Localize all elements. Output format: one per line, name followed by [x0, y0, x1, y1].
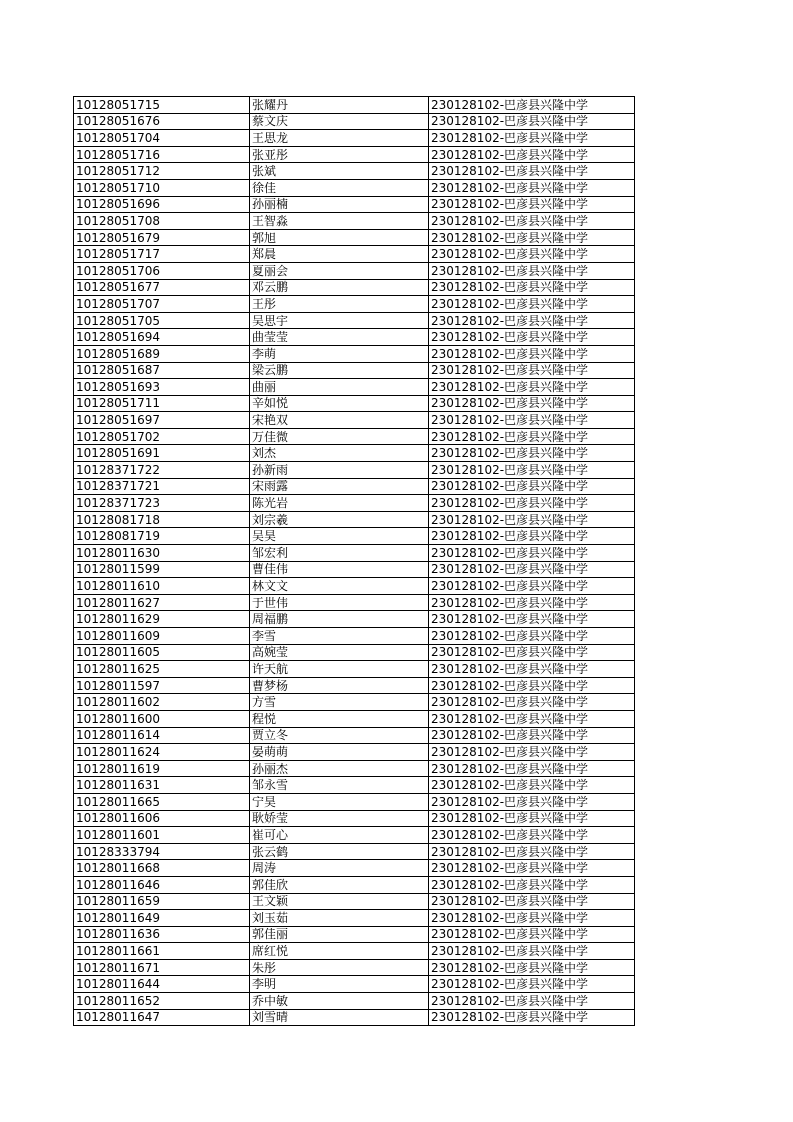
- table-row: [74, 594, 635, 611]
- table-row: [74, 395, 635, 412]
- student-name-cell: 孙丽楠: [250, 196, 429, 213]
- student-name-cell: 林文文: [250, 578, 429, 595]
- student-id-cell: 10128011644: [74, 976, 250, 993]
- student-id-cell: 10128011602: [74, 694, 250, 711]
- table-row: [74, 130, 635, 147]
- table-row: [74, 744, 635, 761]
- school-cell: 230128102-巴彦县兴隆中学: [429, 976, 635, 993]
- student-name-cell: 宋艳双: [250, 412, 429, 429]
- school-cell: 230128102-巴彦县兴隆中学: [429, 993, 635, 1010]
- student-table: [73, 96, 635, 1026]
- school-cell: 230128102-巴彦县兴隆中学: [429, 876, 635, 893]
- table-row: [74, 179, 635, 196]
- school-cell: 230128102-巴彦县兴隆中学: [429, 163, 635, 180]
- student-name-cell: 邓云鹏: [250, 279, 429, 296]
- student-id-cell: 10128051707: [74, 296, 250, 313]
- student-name-cell: 张耀丹: [250, 97, 429, 114]
- student-name-cell: 程悦: [250, 710, 429, 727]
- school-cell: 230128102-巴彦县兴隆中学: [429, 810, 635, 827]
- school-cell: 230128102-巴彦县兴隆中学: [429, 594, 635, 611]
- school-cell: 230128102-巴彦县兴隆中学: [429, 412, 635, 429]
- school-cell: 230128102-巴彦县兴隆中学: [429, 345, 635, 362]
- student-id-cell: 10128051715: [74, 97, 250, 114]
- school-cell: 230128102-巴彦县兴隆中学: [429, 727, 635, 744]
- school-cell: 230128102-巴彦县兴隆中学: [429, 262, 635, 279]
- student-id-cell: 10128011649: [74, 910, 250, 927]
- student-name-cell: 曹佳伟: [250, 561, 429, 578]
- table-row: [74, 611, 635, 628]
- table-row: [74, 296, 635, 313]
- student-id-cell: 10128333794: [74, 843, 250, 860]
- table-row: [74, 262, 635, 279]
- student-id-cell: 10128011609: [74, 628, 250, 645]
- table-row: [74, 495, 635, 512]
- table-row: [74, 196, 635, 213]
- student-name-cell: 张亚彤: [250, 146, 429, 163]
- school-cell: 230128102-巴彦县兴隆中学: [429, 943, 635, 960]
- student-id-cell: 10128051717: [74, 246, 250, 263]
- student-name-cell: 贾立冬: [250, 727, 429, 744]
- school-cell: 230128102-巴彦县兴隆中学: [429, 959, 635, 976]
- table-row: [74, 578, 635, 595]
- student-id-cell: 10128011661: [74, 943, 250, 960]
- student-id-cell: 10128051694: [74, 329, 250, 346]
- table-row: [74, 628, 635, 645]
- table-row: [74, 876, 635, 893]
- school-cell: 230128102-巴彦县兴隆中学: [429, 561, 635, 578]
- school-cell: 230128102-巴彦县兴隆中学: [429, 329, 635, 346]
- table-row: [74, 993, 635, 1010]
- student-name-cell: 席红悦: [250, 943, 429, 960]
- table-row: [74, 345, 635, 362]
- school-cell: 230128102-巴彦县兴隆中学: [429, 213, 635, 230]
- student-name-cell: 乔中敏: [250, 993, 429, 1010]
- student-id-cell: 10128011610: [74, 578, 250, 595]
- student-id-cell: 10128011627: [74, 594, 250, 611]
- table-row: [74, 760, 635, 777]
- table-row: [74, 146, 635, 163]
- school-cell: 230128102-巴彦县兴隆中学: [429, 146, 635, 163]
- student-name-cell: 郭旭: [250, 229, 429, 246]
- table-row: [74, 843, 635, 860]
- student-name-cell: 王智淼: [250, 213, 429, 230]
- student-id-cell: 10128051704: [74, 130, 250, 147]
- table-row: [74, 910, 635, 927]
- table-row: [74, 97, 635, 114]
- table-row: [74, 528, 635, 545]
- school-cell: 230128102-巴彦县兴隆中学: [429, 611, 635, 628]
- table-row: [74, 561, 635, 578]
- student-name-cell: 曲莹莹: [250, 329, 429, 346]
- table-row: [74, 113, 635, 130]
- table-row: [74, 428, 635, 445]
- student-name-cell: 张云鹤: [250, 843, 429, 860]
- table-row: [74, 163, 635, 180]
- student-name-cell: 于世伟: [250, 594, 429, 611]
- table-row: [74, 644, 635, 661]
- student-name-cell: 晏萌萌: [250, 744, 429, 761]
- student-name-cell: 李明: [250, 976, 429, 993]
- student-id-cell: 10128011646: [74, 876, 250, 893]
- school-cell: 230128102-巴彦县兴隆中学: [429, 644, 635, 661]
- school-cell: 230128102-巴彦县兴隆中学: [429, 910, 635, 927]
- student-id-cell: 10128051705: [74, 312, 250, 329]
- student-name-cell: 高婉莹: [250, 644, 429, 661]
- table-row: [74, 229, 635, 246]
- student-id-cell: 10128051712: [74, 163, 250, 180]
- table-row: [74, 926, 635, 943]
- school-cell: 230128102-巴彦县兴隆中学: [429, 362, 635, 379]
- school-cell: 230128102-巴彦县兴隆中学: [429, 296, 635, 313]
- school-cell: 230128102-巴彦县兴隆中学: [429, 777, 635, 794]
- student-id-cell: 10128051711: [74, 395, 250, 412]
- table-row: [74, 827, 635, 844]
- student-id-cell: 10128011668: [74, 860, 250, 877]
- student-name-cell: 刘雪晴: [250, 1009, 429, 1026]
- student-id-cell: 10128051706: [74, 262, 250, 279]
- student-id-cell: 10128011625: [74, 661, 250, 678]
- student-name-cell: 朱彤: [250, 959, 429, 976]
- school-cell: 230128102-巴彦县兴隆中学: [429, 312, 635, 329]
- student-id-cell: 10128011652: [74, 993, 250, 1010]
- school-cell: 230128102-巴彦县兴隆中学: [429, 710, 635, 727]
- student-id-cell: 10128011647: [74, 1009, 250, 1026]
- student-id-cell: 10128011659: [74, 893, 250, 910]
- table-row: [74, 710, 635, 727]
- school-cell: 230128102-巴彦县兴隆中学: [429, 130, 635, 147]
- student-name-cell: 孙丽杰: [250, 760, 429, 777]
- table-row: [74, 860, 635, 877]
- student-id-cell: 10128011600: [74, 710, 250, 727]
- table-row: [74, 661, 635, 678]
- student-name-cell: 陈光岩: [250, 495, 429, 512]
- table-row: [74, 412, 635, 429]
- school-cell: 230128102-巴彦县兴隆中学: [429, 694, 635, 711]
- student-name-cell: 吴昊: [250, 528, 429, 545]
- student-id-cell: 10128011599: [74, 561, 250, 578]
- school-cell: 230128102-巴彦县兴隆中学: [429, 246, 635, 263]
- student-name-cell: 李雪: [250, 628, 429, 645]
- school-cell: 230128102-巴彦县兴隆中学: [429, 578, 635, 595]
- school-cell: 230128102-巴彦县兴隆中学: [429, 395, 635, 412]
- table-row: [74, 478, 635, 495]
- student-id-cell: 10128011619: [74, 760, 250, 777]
- student-name-cell: 邹永雪: [250, 777, 429, 794]
- table-row: [74, 976, 635, 993]
- school-cell: 230128102-巴彦县兴隆中学: [429, 827, 635, 844]
- table-body: [74, 97, 635, 1026]
- school-cell: 230128102-巴彦县兴隆中学: [429, 843, 635, 860]
- student-name-cell: 许天航: [250, 661, 429, 678]
- student-name-cell: 耿娇莹: [250, 810, 429, 827]
- student-name-cell: 刘宗羲: [250, 511, 429, 528]
- student-name-cell: 徐佳: [250, 179, 429, 196]
- school-cell: 230128102-巴彦县兴隆中学: [429, 445, 635, 462]
- school-cell: 230128102-巴彦县兴隆中学: [429, 97, 635, 114]
- table-row: [74, 279, 635, 296]
- student-name-cell: 邹宏利: [250, 545, 429, 562]
- student-id-cell: 10128051697: [74, 412, 250, 429]
- student-id-cell: 10128011631: [74, 777, 250, 794]
- student-name-cell: 方雪: [250, 694, 429, 711]
- table-row: [74, 246, 635, 263]
- school-cell: 230128102-巴彦县兴隆中学: [429, 860, 635, 877]
- table-row: [74, 694, 635, 711]
- student-name-cell: 郭佳欣: [250, 876, 429, 893]
- school-cell: 230128102-巴彦县兴隆中学: [429, 528, 635, 545]
- school-cell: 230128102-巴彦县兴隆中学: [429, 793, 635, 810]
- student-name-cell: 郭佳丽: [250, 926, 429, 943]
- student-id-cell: 10128011629: [74, 611, 250, 628]
- student-id-cell: 10128371721: [74, 478, 250, 495]
- student-name-cell: 王思龙: [250, 130, 429, 147]
- student-id-cell: 10128011624: [74, 744, 250, 761]
- table-row: [74, 943, 635, 960]
- school-cell: 230128102-巴彦县兴隆中学: [429, 545, 635, 562]
- student-id-cell: 10128011665: [74, 793, 250, 810]
- student-id-cell: 10128011601: [74, 827, 250, 844]
- school-cell: 230128102-巴彦县兴隆中学: [429, 744, 635, 761]
- student-id-cell: 10128051691: [74, 445, 250, 462]
- student-id-cell: 10128011605: [74, 644, 250, 661]
- student-name-cell: 吴思宇: [250, 312, 429, 329]
- student-id-cell: 10128011597: [74, 677, 250, 694]
- school-cell: 230128102-巴彦县兴隆中学: [429, 628, 635, 645]
- student-name-cell: 孙新雨: [250, 462, 429, 479]
- school-cell: 230128102-巴彦县兴隆中学: [429, 428, 635, 445]
- student-name-cell: 刘玉茹: [250, 910, 429, 927]
- student-id-cell: 10128011636: [74, 926, 250, 943]
- school-cell: 230128102-巴彦县兴隆中学: [429, 379, 635, 396]
- student-id-cell: 10128051716: [74, 146, 250, 163]
- school-cell: 230128102-巴彦县兴隆中学: [429, 462, 635, 479]
- table-row: [74, 793, 635, 810]
- student-name-cell: 曲丽: [250, 379, 429, 396]
- student-name-cell: 郑晨: [250, 246, 429, 263]
- school-cell: 230128102-巴彦县兴隆中学: [429, 113, 635, 130]
- student-id-cell: 10128051677: [74, 279, 250, 296]
- student-name-cell: 辛如悦: [250, 395, 429, 412]
- table-row: [74, 893, 635, 910]
- table-row: [74, 959, 635, 976]
- student-name-cell: 曹梦杨: [250, 677, 429, 694]
- school-cell: 230128102-巴彦县兴隆中学: [429, 279, 635, 296]
- student-id-cell: 10128051689: [74, 345, 250, 362]
- table-row: [74, 312, 635, 329]
- student-id-cell: 10128011671: [74, 959, 250, 976]
- student-id-cell: 10128011630: [74, 545, 250, 562]
- table-row: [74, 379, 635, 396]
- student-name-cell: 宋雨露: [250, 478, 429, 495]
- student-name-cell: 宁昊: [250, 793, 429, 810]
- student-name-cell: 王文颖: [250, 893, 429, 910]
- student-name-cell: 梁云鹏: [250, 362, 429, 379]
- student-id-cell: 10128371722: [74, 462, 250, 479]
- student-id-cell: 10128051693: [74, 379, 250, 396]
- student-id-cell: 10128051679: [74, 229, 250, 246]
- school-cell: 230128102-巴彦县兴隆中学: [429, 511, 635, 528]
- school-cell: 230128102-巴彦县兴隆中学: [429, 926, 635, 943]
- student-name-cell: 张斌: [250, 163, 429, 180]
- table-row: [74, 545, 635, 562]
- student-id-cell: 10128081718: [74, 511, 250, 528]
- table-row: [74, 727, 635, 744]
- school-cell: 230128102-巴彦县兴隆中学: [429, 495, 635, 512]
- table-row: [74, 329, 635, 346]
- student-name-cell: 蔡文庆: [250, 113, 429, 130]
- school-cell: 230128102-巴彦县兴隆中学: [429, 760, 635, 777]
- school-cell: 230128102-巴彦县兴隆中学: [429, 229, 635, 246]
- student-id-cell: 10128051696: [74, 196, 250, 213]
- school-cell: 230128102-巴彦县兴隆中学: [429, 677, 635, 694]
- school-cell: 230128102-巴彦县兴隆中学: [429, 196, 635, 213]
- student-id-cell: 10128011606: [74, 810, 250, 827]
- student-id-cell: 10128371723: [74, 495, 250, 512]
- school-cell: 230128102-巴彦县兴隆中学: [429, 1009, 635, 1026]
- student-id-cell: 10128051676: [74, 113, 250, 130]
- school-cell: 230128102-巴彦县兴隆中学: [429, 893, 635, 910]
- student-id-cell: 10128051710: [74, 179, 250, 196]
- table-row: [74, 462, 635, 479]
- student-name-cell: 刘杰: [250, 445, 429, 462]
- table-row: [74, 777, 635, 794]
- student-name-cell: 李萌: [250, 345, 429, 362]
- student-name-cell: 崔可心: [250, 827, 429, 844]
- student-name-cell: 周福鹏: [250, 611, 429, 628]
- table-row: [74, 213, 635, 230]
- student-name-cell: 王彤: [250, 296, 429, 313]
- student-name-cell: 夏丽会: [250, 262, 429, 279]
- table-row: [74, 1009, 635, 1026]
- table-row: [74, 445, 635, 462]
- school-cell: 230128102-巴彦县兴隆中学: [429, 478, 635, 495]
- student-id-cell: 10128051687: [74, 362, 250, 379]
- student-name-cell: 周涛: [250, 860, 429, 877]
- school-cell: 230128102-巴彦县兴隆中学: [429, 661, 635, 678]
- student-id-cell: 10128051708: [74, 213, 250, 230]
- table-row: [74, 677, 635, 694]
- student-id-cell: 10128081719: [74, 528, 250, 545]
- student-name-cell: 万佳微: [250, 428, 429, 445]
- school-cell: 230128102-巴彦县兴隆中学: [429, 179, 635, 196]
- student-id-cell: 10128011614: [74, 727, 250, 744]
- table-row: [74, 511, 635, 528]
- table-row: [74, 362, 635, 379]
- student-id-cell: 10128051702: [74, 428, 250, 445]
- table-row: [74, 810, 635, 827]
